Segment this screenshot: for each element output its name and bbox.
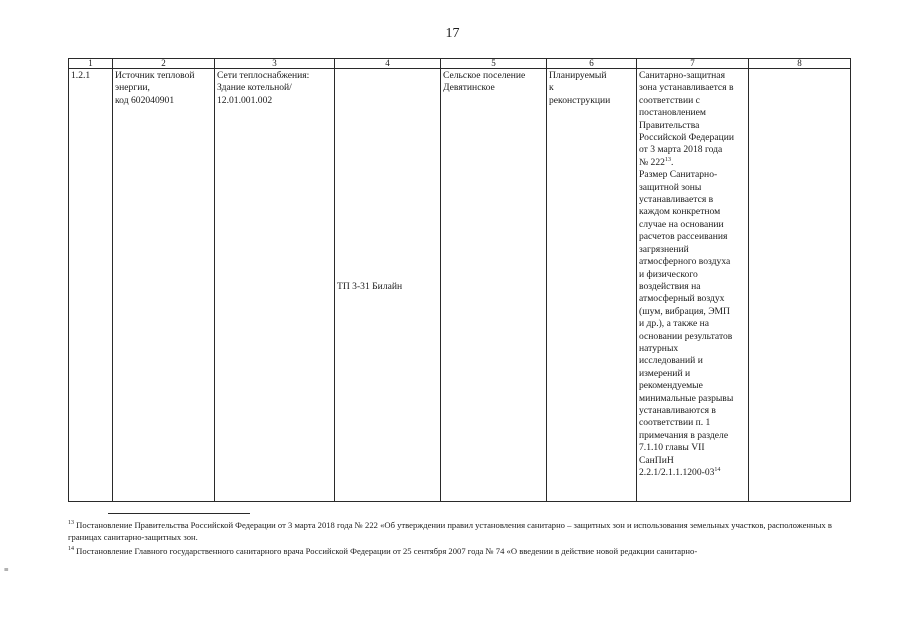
cell-status-text: Планируемый к реконструкции xyxy=(549,70,611,106)
zone-line: рекомендуемые xyxy=(639,380,703,392)
zone-line: исследований и xyxy=(639,355,703,367)
zone-line: атмосферный воздух xyxy=(639,293,725,305)
footnote-14 xyxy=(68,545,858,557)
zones-table xyxy=(68,58,851,502)
zone-line: воздействия на xyxy=(639,280,701,292)
zone-line-text: 2.2.1/2.1.1.1200-03 xyxy=(639,467,715,478)
cell-number xyxy=(69,69,113,502)
header-col-2: 2 xyxy=(113,59,215,69)
zone-line: (шум, вибрация, ЭМП xyxy=(639,305,730,317)
zone-line: и др.), а также на xyxy=(639,318,710,330)
zone-line: Санитарно-защитная xyxy=(639,70,725,81)
zone-line: устанавливается в xyxy=(639,194,714,206)
header-col-3: 3 xyxy=(215,59,335,69)
cell-settlement-text: Сельское поселение Девятинское xyxy=(443,70,526,94)
zone-line: зона устанавливается в xyxy=(639,82,734,94)
footnote-13 xyxy=(68,519,858,543)
zone-line: соответствии с xyxy=(639,94,700,106)
header-col-6: 6 xyxy=(547,59,637,69)
zone-line: атмосферного воздуха xyxy=(639,256,731,268)
footnote-13-mark: 13 xyxy=(68,520,74,527)
zone-line: 7.1.10 главы VII xyxy=(639,442,705,454)
zone-line: СанПиН xyxy=(639,454,674,466)
cell-number-text: 1.2.1 xyxy=(71,70,91,81)
cell-source-text: Источник тепловой энергии, код 602040901 xyxy=(115,70,195,106)
zone-line-with-footnote: № $222^{13}$. xyxy=(639,156,674,168)
cell-network-text: Сети теплоснабжения: Здание котельной/ 12.01.001.002 xyxy=(217,70,310,106)
cell-zone-description xyxy=(637,69,749,502)
zone-line: расчетов рассеивания xyxy=(639,231,728,243)
cell-network xyxy=(215,69,335,502)
zone-line: основании результатов xyxy=(639,330,733,342)
zone-line: примечания в разделе xyxy=(639,429,729,441)
zone-line: каждом конкретном xyxy=(639,206,721,218)
zone-line: Размер Санитарно- xyxy=(639,169,718,181)
footnote-ref-14: 14 xyxy=(714,466,721,473)
footnote-ref-13: 13 xyxy=(664,156,671,163)
cell-empty xyxy=(749,69,851,502)
header-col-5: 5 xyxy=(441,59,547,69)
zone-line-text: № 222 xyxy=(639,156,665,168)
cell-source xyxy=(113,69,215,502)
cell-substation xyxy=(335,69,441,502)
header-col-4: 4 xyxy=(335,59,441,69)
cell-status xyxy=(547,69,637,502)
zone-line: измерений и xyxy=(639,367,691,379)
zone-line: минимальные разрывы xyxy=(639,392,734,404)
edge-mark: ≡ xyxy=(4,565,9,574)
zone-line: загрязнений xyxy=(639,243,689,255)
cell-settlement xyxy=(441,69,547,502)
zone-line: соответствии п. 1 xyxy=(639,417,711,429)
zone-line: устанавливаются в xyxy=(639,404,716,416)
header-col-8: 8 xyxy=(749,59,851,69)
page-number: 17 xyxy=(445,26,460,41)
zone-line: постановлением xyxy=(639,107,706,119)
footnote-14-mark: 14 xyxy=(68,546,74,553)
footnote-14-text: Постановление Главного государственного санитарного врача Российской Федерации от 25 сентября 2007 года № 74 «О введении в действие новой редакции санитарно- xyxy=(74,546,698,556)
zone-line: случае на основании xyxy=(639,218,724,230)
zone-line: защитной зоны xyxy=(639,181,702,193)
footnote-13-text: Постановление Правительства Российской Федерации от 3 марта 2018 года № 222 «Об утверждении правил установления санитарно – защитных зон и использования земельных участков, расположенных в границах санитарно-защитных зон. xyxy=(68,520,832,542)
zone-line: Правительства xyxy=(639,119,700,131)
header-col-7: 7 xyxy=(637,59,749,69)
zone-line: натурных xyxy=(639,342,679,354)
zone-line: Российской Федерации xyxy=(639,132,734,144)
zone-line: и физического xyxy=(639,268,698,280)
header-col-1: 1 xyxy=(69,59,113,69)
table-header-row xyxy=(69,59,851,69)
footnote-divider xyxy=(108,513,250,514)
table-row xyxy=(69,69,851,502)
zone-line: от 3 марта 2018 года xyxy=(639,144,723,156)
cell-substation-text: ТП 3-31 Билайн xyxy=(337,280,403,292)
zone-line-with-footnote xyxy=(639,467,746,479)
